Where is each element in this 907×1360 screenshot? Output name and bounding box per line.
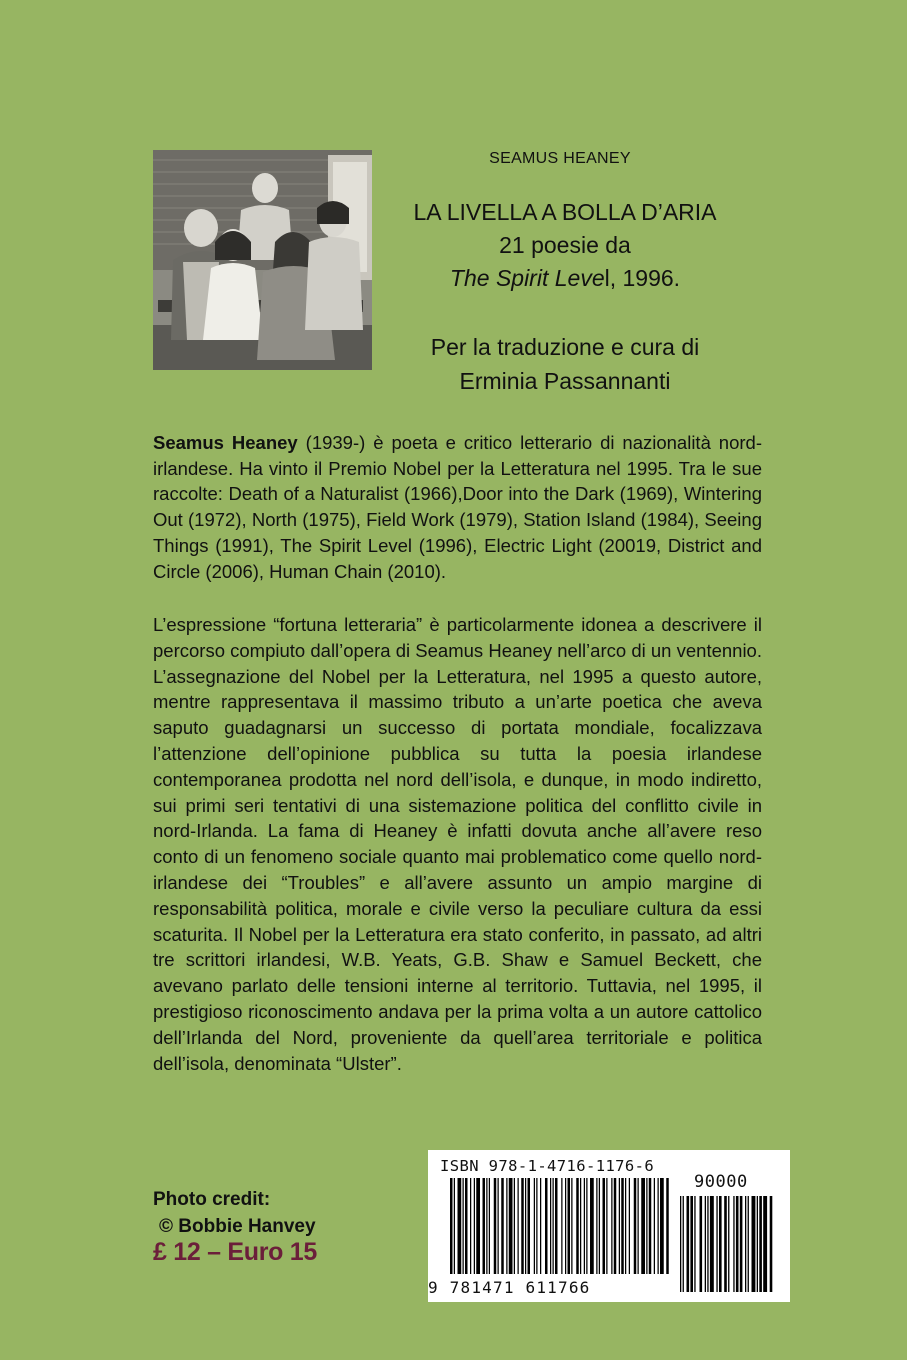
bio-author-name: Seamus Heaney: [153, 432, 298, 453]
barcode-bar: [603, 1178, 606, 1274]
barcode-bar: [611, 1178, 612, 1274]
barcode-bar: [550, 1178, 551, 1274]
author-bio: [153, 430, 762, 584]
original-work-year: l, 1996.: [604, 265, 681, 291]
barcode-bar: [621, 1178, 624, 1274]
family-photo-icon: [153, 150, 372, 370]
translator-label: Per la traduzione e cura di: [430, 334, 700, 360]
barcode-bar: [634, 1178, 637, 1274]
addon-bar: [759, 1196, 762, 1292]
barcode-bar: [638, 1178, 639, 1274]
barcode-bar: [514, 1178, 515, 1274]
barcode-bar: [553, 1178, 554, 1274]
barcode-bar: [501, 1178, 504, 1274]
barcode-bar: [580, 1178, 581, 1274]
addon-bar: [728, 1196, 729, 1292]
addon-bar: [752, 1196, 756, 1292]
barcode-bar: [509, 1178, 513, 1274]
barcode-bar: [641, 1178, 645, 1274]
barcode-bar: [498, 1178, 499, 1274]
barcode-bar: [666, 1178, 669, 1274]
author-family-photo: [153, 150, 372, 370]
barcode-bar: [465, 1178, 468, 1274]
translator-block: [383, 330, 747, 398]
barcode-bar: [606, 1178, 607, 1274]
translator-name: Erminia Passannanti: [459, 368, 671, 394]
addon-bar: [687, 1196, 690, 1292]
photo-credit-name: © Bobbie Hanvey: [159, 1216, 316, 1237]
barcode-bar: [458, 1178, 462, 1274]
barcode-bar: [619, 1178, 620, 1274]
addon-bar: [680, 1196, 681, 1292]
barcode-bar: [528, 1178, 531, 1274]
barcode-bar: [599, 1178, 600, 1274]
barcode-addon-digits: 90000: [694, 1172, 748, 1192]
original-work-title: [383, 262, 747, 295]
barcode-bar: [596, 1178, 597, 1274]
barcode-bar: [654, 1178, 655, 1274]
barcode-bar: [625, 1178, 626, 1274]
barcode-bar: [586, 1178, 587, 1274]
book-title: LA LIVELLA A BOLLA D’ARIA: [413, 199, 717, 225]
barcode-bar: [646, 1178, 647, 1274]
isbn-barcode: [428, 1150, 790, 1302]
barcode-bar: [483, 1178, 486, 1274]
ean-digits: 9 781471 611766: [428, 1278, 591, 1297]
addon-bar: [748, 1196, 749, 1292]
barcode-bar: [561, 1178, 562, 1274]
addon-bar: [707, 1196, 708, 1292]
addon-bar: [724, 1196, 727, 1292]
addon-bar: [770, 1196, 773, 1292]
barcode-bar: [463, 1178, 464, 1274]
barcode-bar: [525, 1178, 526, 1274]
barcode-bar: [521, 1178, 524, 1274]
barcode-bar: [474, 1178, 475, 1274]
barcode-bar: [476, 1178, 480, 1274]
bio-text: (1939-) è poeta e critico letterario di nazionalità nord-irlandese. Ha vinto il Premio Nobel per la Letteratura nel 1995. Tra le sue raccolte: Death of a Naturalist (1966),Door into the Dark (1969), Wintering Out (1972), North (1975), Field Work (1979), Station Island (1984), Seeing Things (1991), The Spirit Level (1996), Electric Light (20019, District and Circle (2006), Human Chain (2010).: [153, 432, 762, 582]
barcode-bar: [614, 1178, 617, 1274]
barcode-bar: [454, 1178, 455, 1274]
book-subtitle: 21 poesie da: [499, 232, 631, 258]
addon-bar: [763, 1196, 767, 1292]
addon-bar: [683, 1196, 684, 1292]
barcode-bar: [565, 1178, 566, 1274]
barcode-bar: [534, 1178, 535, 1274]
barcode-bar: [584, 1178, 585, 1274]
barcode-bar: [568, 1178, 571, 1274]
barcode-bar: [555, 1178, 558, 1274]
addon-bar: [733, 1196, 734, 1292]
barcode-bar: [489, 1178, 490, 1274]
barcode-bar: [518, 1178, 519, 1274]
barcode-bar: [536, 1178, 537, 1274]
barcode-bar: [571, 1178, 572, 1274]
photo-credit-label: Photo credit:: [153, 1189, 271, 1210]
addon-bar: [700, 1196, 703, 1292]
addon-bar: [710, 1196, 714, 1292]
addon-bar: [719, 1196, 722, 1292]
barcode-bar: [540, 1178, 541, 1274]
barcode-bar: [576, 1178, 579, 1274]
barcode-bar: [660, 1178, 664, 1274]
price: £ 12 – Euro 15: [153, 1238, 317, 1266]
original-work-title-italic: The Spirit Leve: [449, 265, 605, 291]
barcode-bar: [486, 1178, 487, 1274]
barcode-bar: [629, 1178, 630, 1274]
addon-bar: [694, 1196, 695, 1292]
barcode-bar: [649, 1178, 652, 1274]
barcode-bar: [545, 1178, 548, 1274]
author-name: SEAMUS HEANEY: [489, 150, 631, 167]
addon-bar: [736, 1196, 739, 1292]
addon-bar: [745, 1196, 746, 1292]
addon-bar: [716, 1196, 717, 1292]
barcode-bar: [494, 1178, 497, 1274]
addon-bar: [757, 1196, 758, 1292]
barcode-bar: [658, 1178, 659, 1274]
barcode-bar: [450, 1178, 453, 1274]
book-title-block: [383, 196, 747, 295]
barcode-bar: [590, 1178, 594, 1274]
essay-paragraph: L’espressione “fortuna letteraria” è particolarmente idonea a descrivere il percorso compiuto dall’opera di Seamus Heaney nell’arco di un ventennio. L’assegnazione del Nobel per la Letteratura, nel 1995 a questo autore, mentre rappresentava il massimo tributo a un’arte poetica che aveva saputo guadagnarsi un successo di portata mondiale, focalizzava l’attenzione dell’opinione pubblica su tutta la poesia irlandese contemporanea prodotta nel nord dell’isola, e dunque, in modo indiretto, sui primi seri tentativi di una sistemazione politica del conflitto civile in nord-Irlanda. La fama di Heaney è infatti dovuta anche all’avere reso conto di un fenomeno sociale quanto mai problematico come quello nord-irlandese dei “Troubles” e all’avere assunto un ampio margine di responsabilità politica, morale e civile verso la peculiare cultura da essi scaturita. Il Nobel per la Letteratura era stato conferito, in passato, ad altri tre scrittori irlandesi, W.B. Yeats, G.B. Shaw e Samuel Beckett, che avevano parlato delle tensioni interne al territorio. Tuttavia, nel 1995, il prestigioso riconoscimento andava per la prima volta a un autore cattolico dell’Irlanda del Nord, proveniente da quell’area territoriale e politica dell’isola, denominata “Ulster”.: [153, 614, 762, 1074]
addon-bar: [705, 1196, 706, 1292]
photo-credit: [153, 1186, 316, 1240]
addon-bar: [740, 1196, 743, 1292]
barcode-bar: [470, 1178, 471, 1274]
isbn-number: ISBN 978-1-4716-1176-6: [440, 1157, 655, 1175]
barcode-bar: [506, 1178, 507, 1274]
addon-bar: [690, 1196, 693, 1292]
